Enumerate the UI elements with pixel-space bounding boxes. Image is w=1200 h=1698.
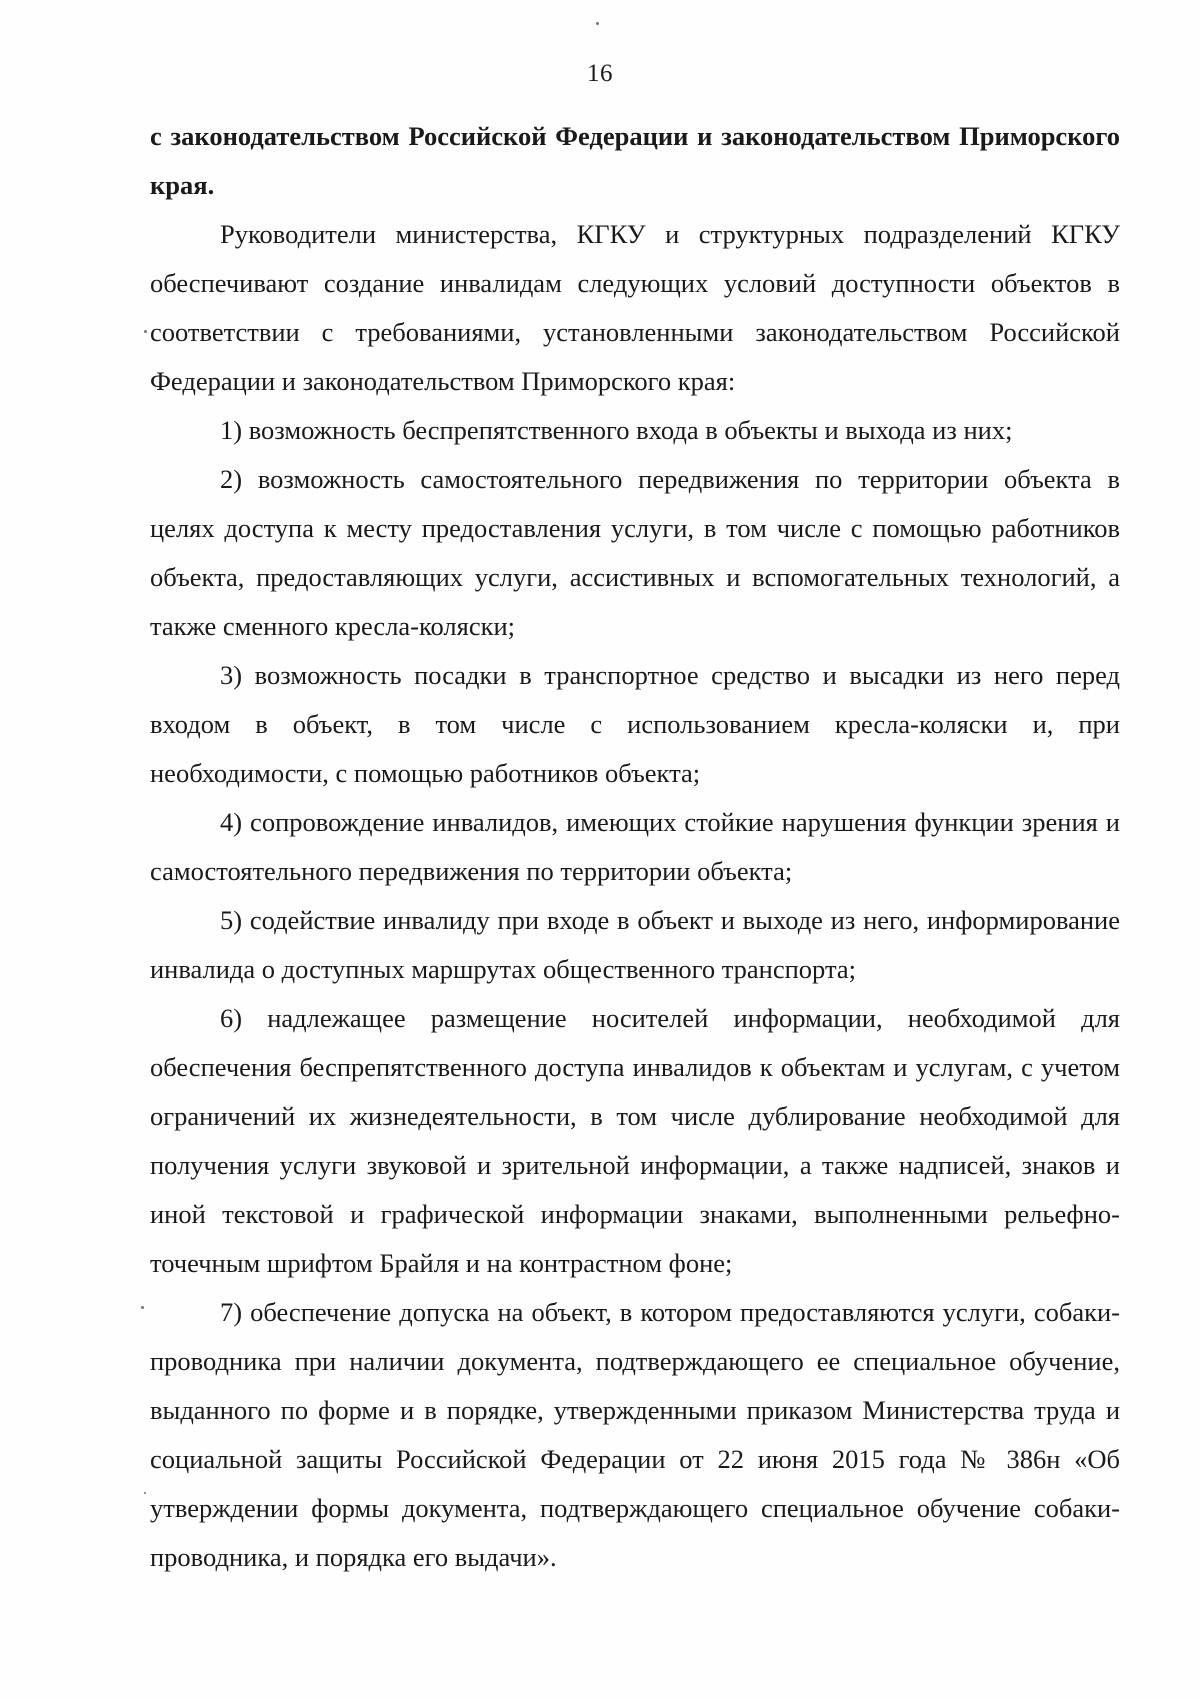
list-item: 4) сопровождение инвалидов, имеющих стойкие нарушения функции зрения и самостоятельного передвижения по территории объекта; bbox=[150, 807, 1120, 886]
scan-speck bbox=[144, 330, 147, 333]
page-number: 16 bbox=[587, 60, 613, 87]
scan-speck bbox=[141, 1306, 144, 1309]
document-body bbox=[150, 112, 1120, 1582]
list-item: 1) возможность беспрепятственного входа в объекты и выхода из них; bbox=[220, 415, 1013, 445]
list-item: 5) содействие инвалиду при входе в объект и выходе из него, информирование инвалида о доступных маршрутах общественного транспорта; bbox=[150, 905, 1120, 984]
lead-paragraph: с законодательством Российской Федерации и законодательством Приморского края. bbox=[150, 121, 1120, 200]
scan-speck bbox=[596, 22, 599, 25]
list-item: 7) обеспечение допуска на объект, в котором предоставляются услуги, собаки-проводника при наличии документа, подтверждающего ее специальное обучение, выданного по форме и в порядке, утвержденными приказом Министерства труда и социальной защиты Российской Федерации от 22 июня 2015 года № 386н «Об утверждении формы документа, подтверждающего специальное обучение собаки-проводника, и порядка его выдачи». bbox=[150, 1297, 1120, 1572]
list-item: 3) возможность посадки в транспортное средство и высадки из него перед входом в объект, в том числе с использованием кресла-коляски и, при необходимости, с помощью работников объекта; bbox=[150, 660, 1120, 788]
list-item: 6) надлежащее размещение носителей информации, необходимой для обеспечения беспрепятственного доступа инвалидов к объектам и услугам, с учетом ограничений их жизнедеятельности, в том числе дублирование необходимой для получения услуги звуковой и зрительной информации, а также надписей, знаков и иной текстовой и графической информации знаками, выполненными рельефно-точечным шрифтом Брайля и на контрастном фоне; bbox=[150, 1003, 1120, 1278]
intro-paragraph: Руководители министерства, КГКУ и структурных подразделений КГКУ обеспечивают создание инвалидам следующих условий доступности объектов в соответствии с требованиями, установленными законодательством Российской Федерации и законодательством Приморского края: bbox=[150, 219, 1120, 396]
list-item: 2) возможность самостоятельного передвижения по территории объекта в целях доступа к месту предоставления услуги, в том числе с помощью работников объекта, предоставляющих услуги, ассистивных и вспомогательных технологий, а также сменного кресла-коляски; bbox=[150, 464, 1120, 641]
scan-speck bbox=[144, 1492, 146, 1494]
